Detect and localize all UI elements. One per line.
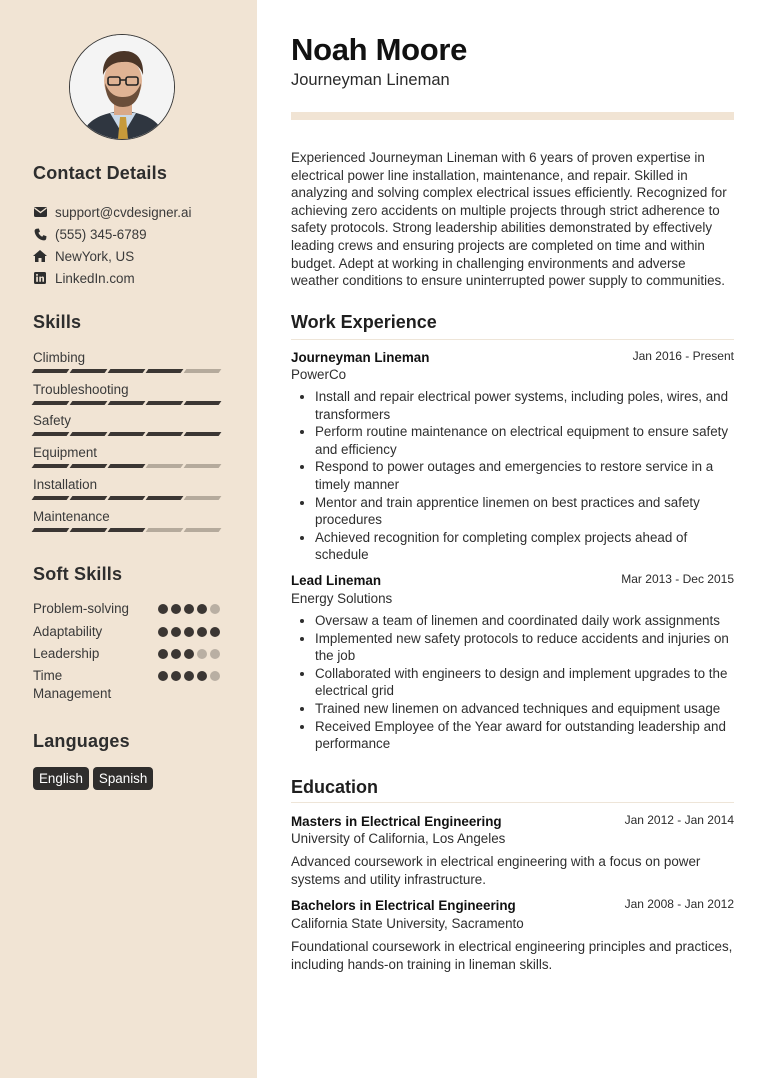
linkedin-icon xyxy=(33,271,47,285)
skill-level-segment xyxy=(108,528,146,532)
degree-date: Jan 2008 - Jan 2012 xyxy=(624,897,734,911)
job-date: Mar 2013 - Dec 2015 xyxy=(621,572,734,586)
degree-title: Bachelors in Electrical Engineering xyxy=(291,898,516,913)
bullet-item: Respond to power outages and emergencies to restore service in a timely manner xyxy=(291,458,734,493)
soft-skill-item xyxy=(33,667,223,703)
contact-linkedin[interactable] xyxy=(33,269,135,287)
bullet-item: Oversaw a team of linemen and coordinated daily work assignments xyxy=(291,612,734,630)
avatar xyxy=(69,34,175,140)
work-heading: Work Experience xyxy=(291,312,437,332)
degree-description: Advanced coursework in electrical engineering with a focus on power systems and utility infrastructure. xyxy=(291,854,701,887)
bullet-item: Received Employee of the Year award for outstanding leadership and performance xyxy=(291,718,734,753)
skill-level-bar xyxy=(33,401,220,405)
skill-level-segment xyxy=(146,464,184,468)
skill-level-segment xyxy=(108,369,146,373)
job-bullets xyxy=(291,388,734,564)
skill-level-bar xyxy=(33,432,220,436)
skill-name: Troubleshooting xyxy=(33,382,129,397)
contact-heading: Contact Details xyxy=(33,163,168,183)
rating-dot xyxy=(171,671,181,681)
contact-phone-text: (555) 345-6789 xyxy=(55,226,147,242)
soft-skill-item xyxy=(33,645,223,663)
skill-level-bar xyxy=(33,528,220,532)
rating-dot xyxy=(184,604,194,614)
rating-dot xyxy=(158,604,168,614)
job-company: PowerCo xyxy=(291,367,347,382)
bullet-item: Perform routine maintenance on electrical equipment to ensure safety and efficiency xyxy=(291,423,734,458)
rating-dot xyxy=(210,671,220,681)
skill-level-segment xyxy=(184,432,222,436)
skill-name: Installation xyxy=(33,477,98,492)
skill-level-bar xyxy=(33,496,220,500)
skill-level-segment xyxy=(70,464,108,468)
rating-dot xyxy=(197,627,207,637)
school-name: University of California, Los Angeles xyxy=(291,831,506,846)
rating-dot xyxy=(210,649,220,659)
skill-level-segment xyxy=(70,528,108,532)
main-content xyxy=(257,0,768,1078)
skill-level-segment xyxy=(108,432,146,436)
contact-phone[interactable] xyxy=(33,225,147,243)
skill-name: Climbing xyxy=(33,350,86,365)
bullet-item: Achieved recognition for completing complex projects ahead of schedule xyxy=(291,529,734,564)
skill-level-segment xyxy=(32,432,70,436)
section-divider xyxy=(291,802,734,803)
language-badge: English xyxy=(33,767,89,790)
skill-level-segment xyxy=(70,496,108,500)
skill-level-segment xyxy=(70,401,108,405)
rating-dot xyxy=(210,627,220,637)
rating-dot xyxy=(184,627,194,637)
skill-level-segment xyxy=(146,528,184,532)
rating-dot xyxy=(171,649,181,659)
skill-level-segment xyxy=(108,496,146,500)
home-icon xyxy=(33,249,47,263)
contact-location-text: NewYork, US xyxy=(55,248,135,264)
skill-level-segment xyxy=(184,369,222,373)
candidate-name: Noah Moore xyxy=(291,32,468,67)
bullet-item: Implemented new safety protocols to reduce accidents and injuries on the job xyxy=(291,630,734,665)
skill-level-segment xyxy=(32,528,70,532)
degree-date: Jan 2012 - Jan 2014 xyxy=(624,813,734,827)
skill-level-segment xyxy=(32,496,70,500)
soft-skill-rating xyxy=(158,671,220,681)
contact-location xyxy=(33,247,134,265)
skill-level-bar xyxy=(33,369,220,373)
skill-level-bar xyxy=(33,464,220,468)
job-bullets xyxy=(291,612,734,753)
soft-skill-item xyxy=(33,623,223,641)
job-title: Lead Lineman xyxy=(291,573,382,588)
profile-photo xyxy=(70,35,175,140)
soft-skill-item xyxy=(33,600,223,618)
rating-dot xyxy=(197,649,207,659)
rating-dot xyxy=(184,649,194,659)
accent-divider xyxy=(291,112,734,120)
skills-heading: Skills xyxy=(33,312,82,332)
skill-name: Equipment xyxy=(33,445,98,460)
skill-level-segment xyxy=(184,464,222,468)
rating-dot xyxy=(184,671,194,681)
bullet-item: Install and repair electrical power systems, including poles, wires, and transformers xyxy=(291,388,734,423)
rating-dot xyxy=(197,604,207,614)
skill-item xyxy=(33,381,223,399)
skill-level-segment xyxy=(108,401,146,405)
envelope-icon xyxy=(33,205,47,219)
rating-dot xyxy=(197,671,207,681)
soft-skill-rating xyxy=(158,649,220,659)
job-title: Journeyman Lineman xyxy=(291,350,430,365)
soft-skill-name: Leadership xyxy=(33,646,100,661)
summary-text: Experienced Journeyman Lineman with 6 years of proven expertise in electrical power line installation, maintenance, and repair. Skilled in analyzing and solving complex electrical issues efficiently. Recognized for achieving zero accidents on multiple projects through strict adherence to safety protocols. Strong leadership abilities demonstrated by effectively leading crews and ensuring projects are completed on time and within budget. Adept at working in challenging environments and adverse weather conditions to ensure uninterrupted power supply to communities. xyxy=(291,150,727,289)
skill-level-segment xyxy=(32,401,70,405)
soft-skill-name: Adaptability xyxy=(33,624,103,639)
skill-item xyxy=(33,349,223,367)
soft-skill-name: Problem-solving xyxy=(33,601,130,616)
skill-level-segment xyxy=(146,401,184,405)
skill-level-segment xyxy=(184,401,222,405)
language-badge: Spanish xyxy=(93,767,153,790)
section-divider xyxy=(291,339,734,340)
skill-level-segment xyxy=(146,369,184,373)
languages-list xyxy=(33,767,153,790)
skill-item xyxy=(33,476,223,494)
skill-level-segment xyxy=(184,528,222,532)
soft-skill-rating xyxy=(158,604,220,614)
rating-dot xyxy=(210,604,220,614)
skill-item xyxy=(33,444,223,462)
degree-title: Masters in Electrical Engineering xyxy=(291,814,502,829)
phone-icon xyxy=(33,227,47,241)
school-name: California State University, Sacramento xyxy=(291,916,524,931)
contact-linkedin-text: LinkedIn.com xyxy=(55,270,135,286)
contact-email[interactable] xyxy=(33,203,191,221)
skill-level-segment xyxy=(146,432,184,436)
skill-item xyxy=(33,508,223,526)
degree-description: Foundational coursework in electrical engineering principles and practices, including hands-on training in lineman skills. xyxy=(291,939,733,972)
skill-name: Maintenance xyxy=(33,509,110,524)
skill-level-segment xyxy=(184,496,222,500)
skill-level-segment xyxy=(146,496,184,500)
rating-dot xyxy=(158,627,168,637)
job-date: Jan 2016 - Present xyxy=(632,349,734,363)
contact-email-text: support@cvdesigner.ai xyxy=(55,204,192,220)
bullet-item: Collaborated with engineers to design and implement upgrades to the electrical grid xyxy=(291,665,734,700)
languages-heading: Languages xyxy=(33,731,130,751)
skill-level-segment xyxy=(108,464,146,468)
skill-level-segment xyxy=(32,464,70,468)
rating-dot xyxy=(171,604,181,614)
soft-skills-heading: Soft Skills xyxy=(33,564,123,584)
skill-level-segment xyxy=(70,432,108,436)
sidebar xyxy=(0,0,257,1078)
skill-item xyxy=(33,412,223,430)
soft-skill-rating xyxy=(158,627,220,637)
rating-dot xyxy=(158,671,168,681)
skill-level-segment xyxy=(70,369,108,373)
bullet-item: Mentor and train apprentice linemen on best practices and safety procedures xyxy=(291,494,734,529)
skill-level-segment xyxy=(32,369,70,373)
rating-dot xyxy=(158,649,168,659)
bullet-item: Trained new linemen on advanced techniques and equipment usage xyxy=(291,700,734,718)
soft-skill-name: Time Management xyxy=(33,668,112,701)
candidate-title: Journeyman Lineman xyxy=(291,71,450,89)
skill-name: Safety xyxy=(33,413,71,428)
education-heading: Education xyxy=(291,777,379,797)
rating-dot xyxy=(171,627,181,637)
job-company: Energy Solutions xyxy=(291,591,393,606)
